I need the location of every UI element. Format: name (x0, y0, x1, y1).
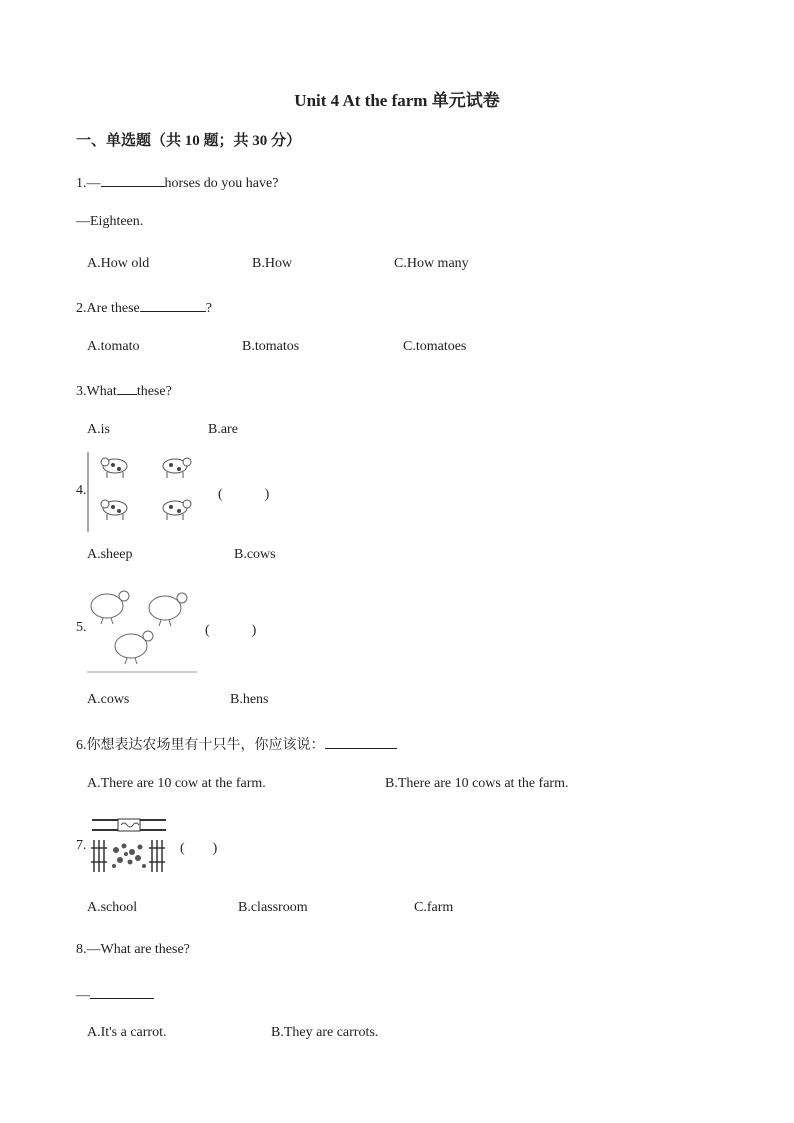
option-c[interactable]: C.tomatoes (403, 339, 467, 354)
option-a[interactable]: A.school (87, 900, 138, 915)
question-5-number: 5. (76, 620, 87, 635)
question-8-response (76, 984, 154, 1004)
question-8: 8.—What are these? (76, 942, 190, 957)
hen-icon (91, 591, 129, 624)
hens-picture (87, 586, 199, 676)
animals-cluster-icon (112, 844, 146, 869)
hen-icon (115, 631, 153, 664)
option-a[interactable]: A.How old (87, 256, 150, 271)
option-c[interactable]: C.farm (414, 900, 454, 915)
option-b[interactable]: B.hens (230, 692, 269, 707)
answer-blank[interactable] (117, 380, 137, 395)
question-1-response: —Eighteen. (76, 214, 144, 229)
option-b[interactable]: B.are (208, 422, 238, 437)
question-2 (76, 297, 212, 317)
question-1-text: horses do you have? (164, 176, 279, 191)
question-3-text: 3.What (76, 384, 117, 399)
question-6-text: 6.你想表达农场里有十只牛，你应该说： (76, 738, 325, 753)
page-title: Unit 4 At the farm 单元试卷 (294, 91, 500, 110)
question-4-number: 4. (76, 483, 87, 498)
cow-icon (101, 500, 127, 520)
question-1 (76, 172, 278, 192)
question-2-end: ? (205, 301, 212, 316)
question-3-end: these? (136, 384, 172, 399)
cow-icon (101, 458, 127, 478)
option-b[interactable]: B.cows (234, 547, 276, 562)
option-a[interactable]: A.is (87, 422, 110, 437)
answer-blank[interactable] (325, 734, 397, 749)
question-1-number: 1.— (76, 176, 101, 191)
answer-blank[interactable] (90, 984, 154, 999)
option-c[interactable]: C.How many (394, 256, 469, 271)
option-a[interactable]: A.There are 10 cow at the farm. (87, 776, 266, 791)
option-b[interactable]: B.There are 10 cows at the farm. (385, 776, 569, 791)
answer-blank[interactable] (101, 172, 165, 187)
section-heading: 一、单选题（共 10 题；共 30 分） (76, 133, 302, 149)
question-3 (76, 380, 172, 400)
question-6 (76, 734, 397, 754)
cow-icon (163, 458, 191, 478)
question-2-text: 2.Are these (76, 301, 140, 316)
cows-picture (87, 450, 207, 534)
answer-parentheses[interactable]: ( ) (205, 623, 257, 638)
option-a[interactable]: A.tomato (87, 339, 140, 354)
option-b[interactable]: B.How (252, 256, 293, 271)
dash: — (76, 988, 90, 1003)
option-a[interactable]: A.cows (87, 692, 130, 707)
farm-gate-picture (90, 816, 168, 876)
answer-parentheses[interactable]: ( ) (218, 487, 270, 502)
hen-icon (149, 593, 187, 626)
fence-icon (91, 840, 165, 872)
option-a[interactable]: A.sheep (87, 547, 133, 562)
option-b[interactable]: B.classroom (238, 900, 308, 915)
answer-blank[interactable] (140, 297, 206, 312)
answer-parentheses[interactable]: ( ) (180, 841, 218, 856)
option-b[interactable]: B.tomatos (242, 339, 300, 354)
cow-icon (163, 500, 191, 520)
option-b[interactable]: B.They are carrots. (271, 1025, 379, 1040)
question-7-number: 7. (76, 838, 87, 853)
option-a[interactable]: A.It's a carrot. (87, 1025, 167, 1040)
